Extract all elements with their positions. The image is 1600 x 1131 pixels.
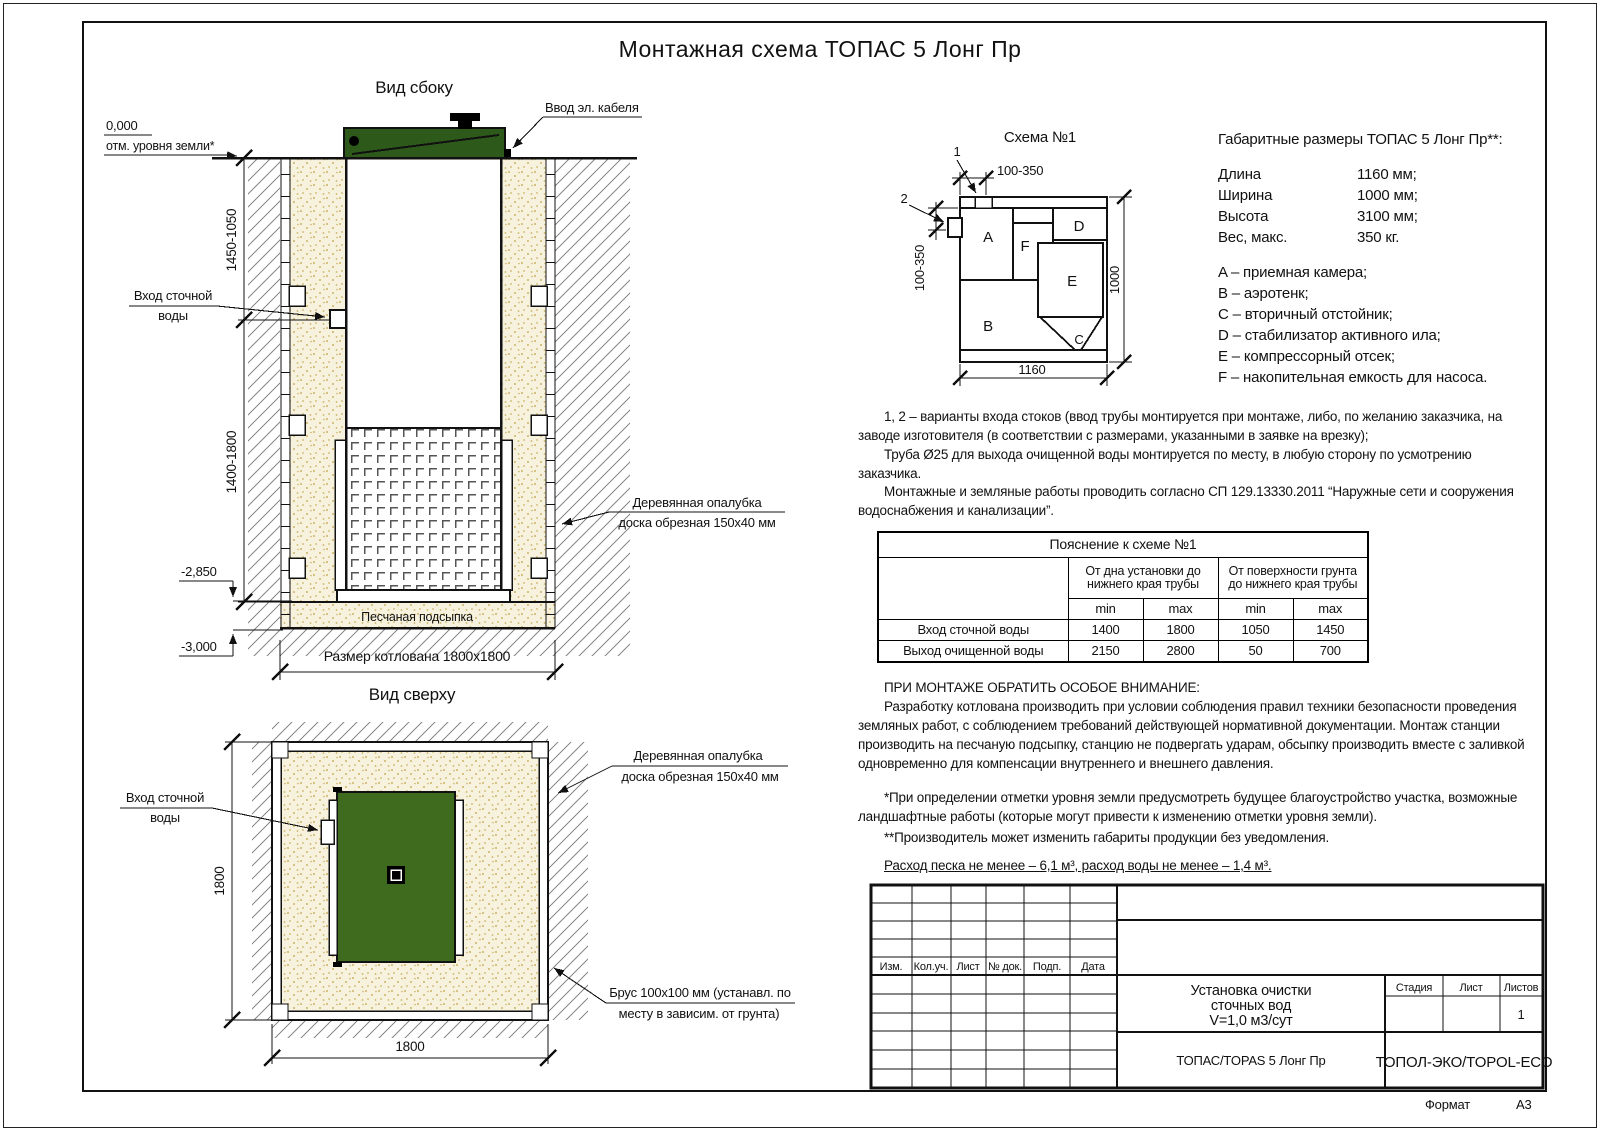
attention-title: ПРИ МОНТАЖЕ ОБРАТИТЬ ОСОБОЕ ВНИМАНИЕ: — [884, 680, 1200, 695]
top-view-tank — [321, 787, 463, 967]
stamp-right-grid — [871, 920, 1552, 1088]
legend-item: C – вторичный отстойник; — [1218, 306, 1393, 323]
side-view — [80, 78, 820, 678]
stamp-col-data: Дата — [1081, 961, 1105, 973]
dim-upper: 1450-1050 — [224, 208, 239, 272]
note-works: Монтажные и земляные работы проводить согласно СП 129.13330.2011 “Наружные сети и сооружения водоснабжения и канализации”. — [858, 484, 1514, 518]
format-value: А3 — [1516, 1097, 1532, 1112]
specs-rows — [1218, 164, 1418, 248]
compartment-b: B — [983, 318, 993, 335]
top-inlet-label-2: воды — [150, 810, 180, 825]
table-cell: 700 — [1293, 641, 1368, 663]
legend-item: F – накопительная емкость для насоса. — [1218, 369, 1488, 386]
product-name: ТОПАС/TOPAS 5 Лонг Пр — [1176, 1053, 1326, 1068]
schema-body — [948, 197, 1107, 362]
vent-cap-icon — [450, 113, 480, 121]
inlet-pipe-top — [321, 820, 334, 844]
side-view-tank — [330, 158, 512, 602]
top-dim-side: 1800 — [212, 866, 227, 896]
schema-marker-1: 1 — [953, 144, 961, 159]
footnote-1: *При определении отметки уровня земли предусмотреть будущее благоустройство участка, возможные ландшафтные работы (которые могут привести к изменению отметки уровня земли). — [858, 790, 1518, 824]
sheets-value: 1 — [1517, 1007, 1525, 1022]
spec-label: Ширина — [1218, 187, 1273, 204]
schema-dim-right: 1000 — [1107, 265, 1122, 295]
top-view-title: Вид сверху — [368, 685, 456, 704]
schema-dim-bottom: 1160 — [1018, 362, 1046, 377]
compartment-c: C — [1074, 332, 1084, 347]
top-dim-bottom: 1800 — [395, 1039, 425, 1054]
stamp-col-koluch: Кол.уч. — [913, 961, 949, 973]
compartment-a: A — [983, 229, 993, 246]
top-formwork-label-2: доска обрезная 150x40 мм — [621, 769, 779, 784]
schema-marker-2: 2 — [900, 191, 908, 206]
table-cell: 1800 — [1143, 620, 1218, 641]
table-max: max — [1293, 599, 1368, 620]
spec-label: Вес, макс. — [1218, 229, 1288, 246]
legend-item: B – аэротенк; — [1218, 285, 1309, 302]
spec-label: Высота — [1218, 208, 1269, 225]
table-row-label: Вход сточной воды — [878, 620, 1068, 641]
table-row-label: Выход очищенной воды — [878, 641, 1068, 663]
spec-value: 1160 мм; — [1357, 166, 1417, 183]
inlet-label-1: Вход сточной — [133, 288, 213, 303]
consumption-note — [858, 856, 1534, 875]
footnote-2: **Производитель может изменить габариты продукции без уведомления. — [884, 830, 1330, 845]
sand-label: Песчаная подсыпка — [361, 610, 473, 624]
compartment-legend — [1218, 262, 1487, 388]
pit-size-label: Размер котлована 1800x1800 — [323, 648, 511, 664]
inlet-pipe — [330, 310, 346, 328]
stamp-col-list: Лист — [956, 961, 980, 973]
side-view-title: Вид сбоку — [375, 78, 453, 97]
note-variants-2: Труба Ø25 для выхода очищенной воды монтируется по месту, в любую сторону по усмотрению заказчика. — [858, 447, 1472, 481]
sheets-label: Листов — [1503, 982, 1539, 994]
doc-title-line-2: сточных вод — [1210, 998, 1292, 1014]
table-max: max — [1143, 599, 1218, 620]
lid-latch-icon — [349, 136, 359, 146]
table-min: min — [1068, 599, 1143, 620]
schema-dim-left: 100-350 — [912, 244, 927, 292]
side-view-lid — [344, 113, 511, 158]
stage-label: Стадия — [1395, 982, 1433, 994]
attention-body: Разработку котлована производить при условии соблюдения правил техники безопасности проведения земляных работ, с соблюдением требований действующей нормативной документации. Монтаж станции производить на песчаную подсыпку, станцию не подвергать ударам, обсыпку производить вместе с заливкой одновременно для компенсации внутреннего и внешнего давления. — [858, 699, 1525, 771]
sheet-label: Лист — [1459, 982, 1483, 994]
spec-row — [1218, 227, 1418, 248]
schema-pipe-1 — [975, 197, 992, 208]
vent-icon — [387, 866, 405, 884]
stamp-col-podp: Подп. — [1032, 961, 1062, 973]
consumption-text: Расход песка не менее – 6,1 м³, расход воды не менее – 1,4 м³. — [884, 858, 1272, 873]
zero-mark: 0,000 — [106, 118, 138, 133]
level-3000: -3,000 — [181, 639, 217, 654]
table-group-2: От поверхности грунта до нижнего края трубы — [1218, 558, 1368, 599]
doc-title-line-3: V=1,0 м3/сут — [1209, 1013, 1293, 1029]
level-2850: -2,850 — [181, 564, 217, 579]
table-corner-cell — [878, 558, 1068, 620]
title-block — [868, 882, 1553, 1092]
footnotes — [858, 788, 1548, 847]
page-title: Монтажная схема ТОПАС 5 Лонг Пр — [618, 36, 1022, 62]
notes-variants — [858, 407, 1534, 483]
schema-title: Схема №1 — [1003, 129, 1077, 146]
table-cell: 1400 — [1068, 620, 1143, 641]
table-cell: 1450 — [1293, 620, 1368, 641]
legend-item: A – приемная камера; — [1218, 264, 1368, 281]
legend-item: E – компрессорный отсек; — [1218, 348, 1395, 365]
lid-body — [344, 128, 505, 158]
beam-label-1: Брус 100x100 мм (устанавл. по — [609, 985, 791, 1000]
spec-row — [1218, 185, 1418, 206]
stamp-col-ndok: № док. — [987, 961, 1023, 973]
ground-note: отм. уровня земли* — [106, 139, 215, 153]
legend-item: D – стабилизатор активного ила; — [1218, 327, 1441, 344]
specs-title: Габаритные размеры ТОПАС 5 Лонг Пр**: — [1218, 131, 1503, 148]
spec-label: Длина — [1218, 166, 1261, 183]
attention-block — [858, 678, 1534, 773]
schema-1 — [856, 108, 1186, 400]
table-group-1: От дна установки до нижнего края трубы — [1068, 558, 1218, 599]
notes-works — [858, 482, 1534, 520]
table-cell: 2150 — [1068, 641, 1143, 663]
spec-value: 3100 мм; — [1357, 208, 1418, 225]
top-view — [80, 678, 820, 1078]
compartment-f: F — [1020, 238, 1030, 255]
table-cell: 2800 — [1143, 641, 1218, 663]
spec-value: 1000 мм; — [1357, 187, 1418, 204]
formwork-label-2: доска обрезная 150x40 мм — [618, 515, 776, 530]
beam-label-2: месту в зависим. от грунта) — [618, 1006, 780, 1021]
schema-dim-top: 100-350 — [997, 163, 1044, 178]
schema-pipe-2 — [948, 218, 962, 237]
doc-title-line-1: Установка очистки — [1190, 983, 1312, 999]
table-title: Пояснение к схеме №1 — [878, 532, 1368, 558]
cable-entry-icon — [504, 149, 511, 157]
spec-row — [1218, 164, 1418, 185]
dim-lower: 1400-1800 — [224, 430, 239, 494]
spec-value: 350 кг. — [1357, 229, 1400, 246]
spec-row — [1218, 206, 1418, 227]
table-min: min — [1218, 599, 1293, 620]
inlet-label-2: воды — [158, 308, 188, 323]
compartment-d: D — [1073, 218, 1085, 235]
stamp-col-izm: Изм. — [879, 961, 903, 973]
cable-label: Ввод эл. кабеля — [545, 100, 639, 115]
schema-explanation-table — [877, 531, 1369, 663]
formwork-label-1: Деревянная опалубка — [632, 495, 762, 510]
top-formwork-label-1: Деревянная опалубка — [633, 748, 763, 763]
note-variants-1: 1, 2 – варианты входа стоков (ввод трубы монтируется при монтаже, либо, по желанию заказчика, на заводе изготовителя (в соответствии с размерами, указанными в заявке на врезку); — [858, 409, 1503, 443]
format-label: Формат — [1425, 1097, 1470, 1112]
table-cell: 1050 — [1218, 620, 1293, 641]
company-name: ТОПОЛ-ЭКО/TOPOL-ECO — [1375, 1054, 1553, 1071]
compartment-e: E — [1067, 273, 1077, 290]
stamp-left-grid — [871, 885, 1117, 1088]
top-inlet-label-1: Вход сточной — [125, 790, 205, 805]
table-cell: 50 — [1218, 641, 1293, 663]
